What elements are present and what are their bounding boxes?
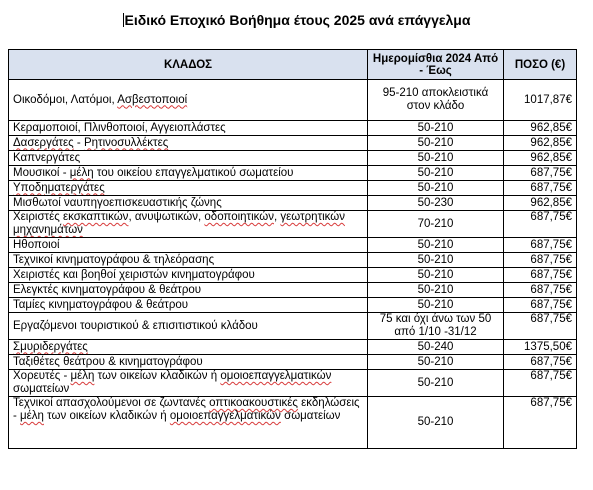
cell-amount: 687,75€ bbox=[504, 397, 577, 449]
cell-sector: Τεχνικοί κινηματογράφου & τηλεόρασης bbox=[9, 253, 368, 268]
page-title bbox=[0, 12, 593, 28]
spellcheck-word: Υποδηματεργάτες bbox=[13, 181, 105, 194]
spellcheck-word: Ασβεστοποιοί bbox=[117, 93, 188, 106]
spellcheck-word: ομοιοεπαγγελματικών bbox=[169, 410, 281, 422]
cell-sector bbox=[9, 340, 368, 355]
cell-days-range: 75 και όχι άνω των 50 από 1/10 -31/12 bbox=[368, 313, 504, 340]
cell-sector: Μισθωτοί ναυπηγοεπισκευαστικής ζώνης bbox=[9, 196, 368, 211]
cell-days-range: 50-210 bbox=[368, 121, 504, 136]
table-row bbox=[9, 370, 577, 397]
cell-amount: 687,75€ bbox=[504, 238, 577, 253]
cell-days-range: 50-210 bbox=[368, 397, 504, 449]
header-amount: ΠΟΣΟ (€) bbox=[504, 50, 577, 80]
spellcheck-word: Ρητινοσυλλέκτες bbox=[83, 136, 169, 149]
cell-amount: 687,75€ bbox=[504, 253, 577, 268]
cell-amount: 687,75€ bbox=[504, 313, 577, 340]
cell-days-range: 50-210 bbox=[368, 370, 504, 397]
page-title-text: Ειδικό Εποχικό Βοήθημα έτους 2025 ανά επάγγελμα bbox=[124, 12, 471, 28]
cell-days-range: 50-210 bbox=[368, 268, 504, 283]
header-days: Ημερομίσθια 2024 Από - Έως bbox=[368, 50, 504, 80]
table-row bbox=[9, 253, 577, 268]
spellcheck-word: οδοποιητικών bbox=[204, 211, 274, 223]
cell-days-range: 50-230 bbox=[368, 196, 504, 211]
table-header-row bbox=[9, 50, 577, 80]
cell-amount: 687,75€ bbox=[504, 268, 577, 283]
cell-amount: 687,75€ bbox=[504, 370, 577, 397]
cell-days-range: 50-210 bbox=[368, 355, 504, 370]
cell-sector: Δασεργάτες - Ρητινοσυλλέκτες bbox=[9, 136, 368, 151]
cell-amount: 687,75€ bbox=[504, 181, 577, 196]
cell-sector: Καπνεργάτες bbox=[9, 151, 368, 166]
cell-sector: Ταμίες κινηματογράφου & θεάτρου bbox=[9, 298, 368, 313]
cell-amount: 962,85€ bbox=[504, 196, 577, 211]
spellcheck-word: Σμυριδεργάτες bbox=[13, 340, 88, 353]
spellcheck-word: μέλη bbox=[69, 166, 94, 179]
table-row bbox=[9, 136, 577, 151]
table-row bbox=[9, 340, 577, 355]
header-sector: ΚΛΑΔΟΣ bbox=[9, 50, 368, 80]
table-row bbox=[9, 283, 577, 298]
table-body bbox=[9, 80, 577, 449]
cell-sector: Οικοδόμοι, Λατόμοι, Ασβεστοποιοί bbox=[9, 80, 368, 121]
cell-sector: Τεχνικοί απασχολούμενοι σε ζωντανές οπτικοακουστικές εκδηλώσεις - μέλη των οικείων κλαδικών ή ομοιοεπαγγελματικών σωματείων bbox=[9, 397, 368, 449]
spellcheck-word: μέλη bbox=[70, 370, 95, 382]
cell-sector: Χειριστές και βοηθοί χειριστών κινηματογράφου bbox=[9, 268, 368, 283]
cell-amount: 1375,50€ bbox=[504, 340, 577, 355]
table-row bbox=[9, 121, 577, 136]
cell-amount: 962,85€ bbox=[504, 121, 577, 136]
table-row bbox=[9, 181, 577, 196]
spellcheck-word: ομοιοεπαγγελματικών bbox=[220, 370, 332, 382]
spellcheck-word: γεωτρητικών bbox=[280, 211, 345, 223]
table-row bbox=[9, 397, 577, 449]
table-row bbox=[9, 196, 577, 211]
cell-sector: Ηθοποιοί bbox=[9, 238, 368, 253]
cell-days-range: 50-210 bbox=[368, 136, 504, 151]
spellcheck-word: εκσκαπτικών bbox=[62, 211, 129, 223]
cell-days-range: 50-210 bbox=[368, 298, 504, 313]
allowance-table bbox=[8, 49, 577, 449]
table-row bbox=[9, 313, 577, 340]
spellcheck-word: Δασεργάτες bbox=[13, 136, 74, 149]
table-row bbox=[9, 151, 577, 166]
cell-sector: Ελεγκτές κινηματογράφου & θεάτρου bbox=[9, 283, 368, 298]
cell-amount: 687,75€ bbox=[504, 298, 577, 313]
table-row bbox=[9, 298, 577, 313]
cell-sector: Χειριστές εκσκαπτικών, ανυψωτικών, οδοποιητικών, γεωτρητικών μηχανημάτων bbox=[9, 211, 368, 238]
table-row bbox=[9, 166, 577, 181]
spellcheck-word: μηχανημάτων bbox=[13, 224, 83, 236]
cell-sector: Μουσικοί - μέλη του οικείου επαγγελματικού σωματείου bbox=[9, 166, 368, 181]
table-row bbox=[9, 268, 577, 283]
cell-days-range: 50-210 bbox=[368, 166, 504, 181]
cell-amount: 687,75€ bbox=[504, 211, 577, 238]
cell-amount: 687,75€ bbox=[504, 355, 577, 370]
cell-sector: Χορευτές - μέλη των οικείων κλαδικών ή ομοιοεπαγγελματικών σωματείων bbox=[9, 370, 368, 397]
cell-sector: Ταξιθέτες θεάτρου & κινηματογράφου bbox=[9, 355, 368, 370]
cell-amount: 687,75€ bbox=[504, 166, 577, 181]
cell-sector bbox=[9, 181, 368, 196]
cell-days-range: 50-210 bbox=[368, 151, 504, 166]
table-row bbox=[9, 355, 577, 370]
cell-days-range: 50-210 bbox=[368, 238, 504, 253]
spellcheck-word: μέλη bbox=[20, 410, 44, 422]
cell-amount: 962,85€ bbox=[504, 136, 577, 151]
cell-sector: Εργαζόμενοι τουριστικού & επισιτιστικού κλάδου bbox=[9, 313, 368, 340]
cell-amount: 962,85€ bbox=[504, 151, 577, 166]
table-row bbox=[9, 211, 577, 238]
cell-days-range: 50-210 bbox=[368, 253, 504, 268]
table-row bbox=[9, 80, 577, 121]
cell-days-range: 50-210 bbox=[368, 283, 504, 298]
cell-days-range: 50-210 bbox=[368, 181, 504, 196]
text-cursor bbox=[123, 13, 124, 27]
cell-days-range: 70-210 bbox=[368, 211, 504, 238]
spellcheck-word: οπτικοακουστικές bbox=[209, 397, 298, 409]
cell-amount: 687,75€ bbox=[504, 283, 577, 298]
cell-days-range: 50-240 bbox=[368, 340, 504, 355]
cell-sector: Κεραμοποιοί, Πλινθοποιοί, Αγγειοπλάστες bbox=[9, 121, 368, 136]
cell-amount: 1017,87€ bbox=[504, 80, 577, 121]
cell-days-range: 95-210 αποκλειστικά στον κλάδο bbox=[368, 80, 504, 121]
table-row bbox=[9, 238, 577, 253]
